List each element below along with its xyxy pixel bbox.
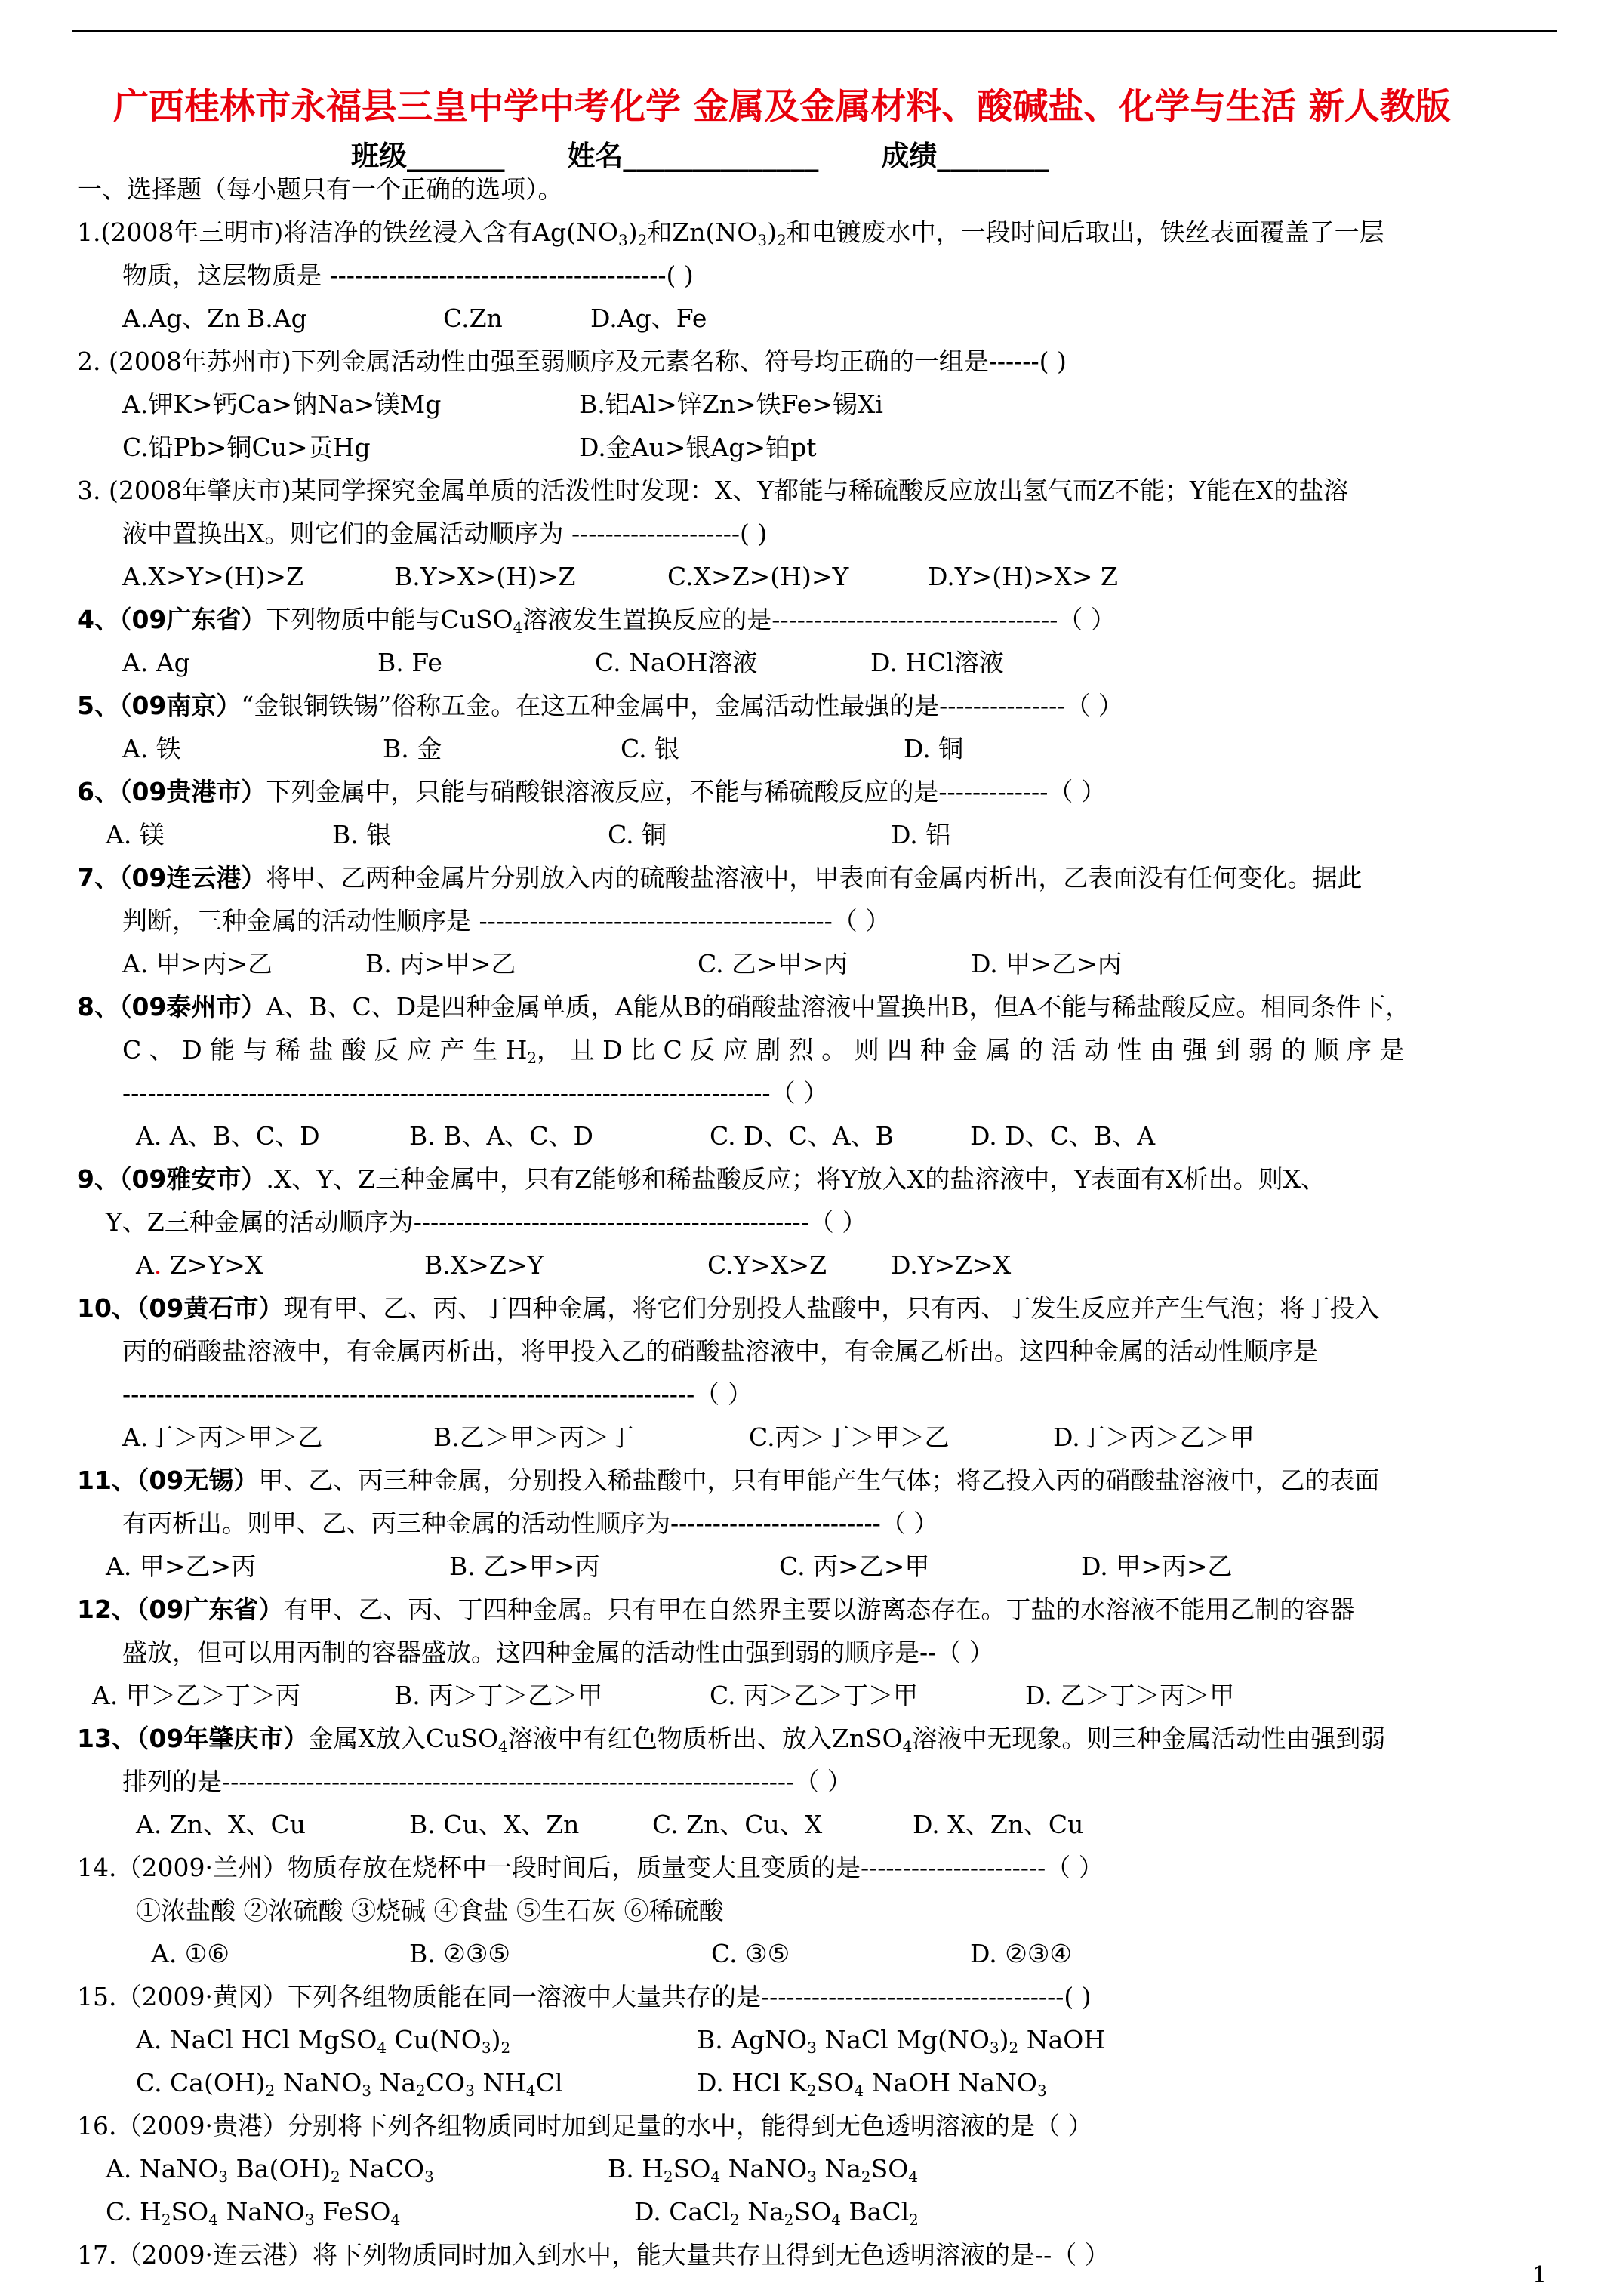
question-6: 6、（09贵港市）下列金属中，只能与硝酸银溶液反应，不能与稀硫酸反应的是-------------（ ） (77, 777, 1106, 806)
question-13: 13、（09年肇庆市）金属X放入CuSO$_4$溶液中有红色物质析出、放入ZnSO$_4$溶液中无现象。则三种金属活动性由强到弱 (77, 1724, 1386, 1755)
document-title: 广西桂林市永福县三皇中学中考化学 金属及金属材料、酸碱盐、化学与生活 新人教版 (113, 86, 1451, 128)
question-7: 7、（09连云港）将甲、乙两种金属片分别放入丙的硫酸盐溶液中，甲表面有金属丙析出，乙表面没有任何变化。据此 (77, 863, 1363, 892)
top-rule (72, 30, 1557, 32)
question-6-options: A. 镁 B. 银 C. 铜 D. 铝 (106, 820, 951, 849)
score-field: 成绩________ (881, 140, 1049, 172)
question-16-options-cd: C. $H_2SO_4$ NaNO$_3$ FeSO$_4$ D. CaCl$_2$ $Na_2SO_4$ BaCl$_2$ (106, 2197, 919, 2229)
question-3-line2: 液中置换出X。则它们的金属活动顺序为 --------------------( ) (122, 519, 768, 548)
question-list (77, 168, 1557, 2276)
class-field: 班级_______ (351, 140, 505, 172)
question-4-options: A. Ag B. Fe C. NaOH溶液 D. HCl溶液 (122, 648, 1004, 677)
question-1: 1.(2008年三明市)将洁净的铁丝浸入含有$Ag(NO_3)_2$和$Zn(NO_3)_2$和电镀废水中，一段时间后取出，铁丝表面覆盖了一层 (77, 217, 1384, 249)
question-13-line2: 排列的是--------------------------------------------------------------------（ ） (122, 1767, 852, 1796)
question-14: 14.（2009·兰州）物质存放在烧杯中一段时间后，质量变大且变质的是----------------------（ ） (77, 1853, 1104, 1882)
question-9: 9、（09雅安市）.X、Y、Z三种金属中，只有Z能够和稀盐酸反应；将Y放入X的盐溶液中，Y表面有X析出。则X、 (77, 1164, 1326, 1194)
question-10-line3: --------------------------------------------------------------------（ ） (122, 1379, 753, 1409)
question-17: 17.（2009·连云港）将下列物质同时加入到水中，能大量共存且得到无色透明溶液的是--（ ） (77, 2240, 1110, 2270)
question-7-options: A. 甲>丙>乙 B. 丙>甲>乙 C. 乙>甲>丙 D. 甲>乙>丙 (122, 949, 1123, 978)
question-10: 10、（09黄石市）现有甲、乙、丙、丁四种金属，将它们分别投人盐酸中，只有丙、丁发生反应并产生气泡；将丁投入 (77, 1293, 1380, 1323)
question-12: 12、（09广东省）有甲、乙、丙、丁四种金属。只有甲在自然界主要以游离态存在。丁盐的水溶液不能用乙制的容器 (77, 1595, 1355, 1624)
question-12-options: A. 甲＞乙＞丁＞丙 B. 丙＞丁＞乙＞甲 C. 丙＞乙＞丁＞甲 D. 乙＞丁＞丙＞甲 (92, 1681, 1235, 1710)
question-8: 8、（09泰州市）A、B、C、D是四种金属单质，A能从B的硝酸盐溶液中置换出B，但A不能与稀盐酸反应。相同条件下， (77, 992, 1411, 1022)
question-8-line3: -----------------------------------------------------------------------------（ ） (122, 1078, 829, 1108)
question-13-options: A. Zn、X、Cu B. Cu、X、Zn C. Zn、Cu、X D. X、Zn、Cu (136, 1810, 1084, 1839)
question-2: 2. (2008年苏州市)下列金属活动性由强至弱顺序及元素名称、符号均正确的一组是------( ) (77, 347, 1067, 376)
question-5: 5、（09南京）“金银铜铁锡”俗称五金。在这五种金属中，金属活动性最强的是---------------（ ） (77, 691, 1123, 720)
question-15: 15.（2009·黄冈）下列各组物质能在同一溶液中大量共存的是------------------------------------( ) (77, 1982, 1092, 2011)
question-4: 4、（09广东省）下列物质中能与CuSO$_4$溶液发生置换反应的是----------------------------------（ ） (77, 605, 1116, 636)
question-2-options-ab: A.钾K>钙Ca>钠Na>镁Mg B.铝Al>锌Zn>铁Fe>锡Xi (122, 390, 883, 419)
question-11-options: A. 甲>乙>丙 B. 乙>甲>丙 C. 丙>乙>甲 D. 甲>丙>乙 (106, 1552, 1233, 1581)
question-7-line2: 判断，三种金属的活动性顺序是 ------------------------------------------（ ） (122, 906, 891, 935)
question-8-options: A. A、B、C、D B. B、A、C、D C. D、C、A、B D. D、C、B、A (136, 1121, 1156, 1151)
question-15-options-ab: A. NaCl HCl MgSO$_4$ $Cu(NO_3)_2$ B. AgNO$_3$ NaCl $Mg(NO_3)_2$ NaOH (136, 2025, 1106, 2057)
question-11-line2: 有丙析出。则甲、乙、丙三种金属的活动性顺序为-------------------------（ ） (122, 1509, 939, 1538)
question-3: 3. (2008年肇庆市)某同学探究金属单质的活泼性时发现：X、Y都能与稀硫酸反应放出氢气而Z不能；Y能在X的盐溶 (77, 476, 1349, 505)
question-2-options-cd: C.铅Pb>铜Cu>贡Hg D.金Au>银Ag>铂pt (122, 433, 817, 462)
question-16: 16.（2009·贵港）分别将下列各组物质同时加到足量的水中，能得到无色透明溶液的是（ ） (77, 2111, 1093, 2140)
question-14-items: ①浓盐酸 ②浓硫酸 ③烧碱 ④食盐 ⑤生石灰 ⑥稀硫酸 (136, 1896, 724, 1925)
question-11: 11、（09无锡）甲、乙、丙三种金属，分别投入稀盐酸中，只有甲能产生气体；将乙投入丙的硝酸盐溶液中，乙的表面 (77, 1465, 1380, 1495)
section-heading: 一、选择题（每小题只有一个正确的选项）。 (77, 174, 563, 204)
question-14-options: A. ①⑥ B. ②③⑤ C. ③⑤ D. ②③④ (151, 1939, 1073, 1968)
question-1-options: A.Ag、Zn B.Ag C.Zn D.Ag、Fe (122, 304, 707, 333)
question-8-line2: C 、 D 能 与 稀 盐 酸 反 应 产 生 $H_2$， 且 D 比 C 反 应 剧 烈 。 则 四 种 金 属 的 活 动 性 由 强 到 弱 的 顺 序 是 (122, 1035, 1405, 1067)
question-16-options-ab: A. NaNO$_3$ $Ba(OH)_2$ NaCO$_3$ B. $H_2SO_4$ NaNO$_3$ $Na_2SO_4$ (106, 2154, 919, 2186)
name-field: 姓名______________ (567, 140, 819, 172)
question-9-line2: Y、Z三种金属的活动顺序为-----------------------------------------------（ ） (106, 1207, 867, 1237)
question-5-options: A. 铁 B. 金 C. 银 D. 铜 (122, 734, 964, 763)
question-9-options: A. Z>Y>X B.X>Z>Y C.Y>X>Z D.Y>Z>X (136, 1250, 1012, 1280)
question-10-options: A.丁＞丙＞甲＞乙 B.乙＞甲＞丙＞丁 C.丙＞丁＞甲＞乙 D.丁＞丙＞乙＞甲 (122, 1422, 1255, 1452)
question-15-options-cd: C. $Ca(OH)_2$ NaNO$_3$ $Na_2CO_3$ $NH_4Cl$ D. HCl $K_2SO_4$ NaOH NaNO$_3$ (136, 2068, 1047, 2100)
question-10-line2: 丙的硝酸盐溶液中，有金属丙析出，将甲投入乙的硝酸盐溶液中，有金属乙析出。这四种金属的活动性顺序是 (122, 1336, 1318, 1366)
question-1-line2: 物质，这层物质是 ----------------------------------------( ) (122, 260, 694, 290)
question-3-options: A.X>Y>(H)>Z B.Y>X>(H)>Z C.X>Z>(H)>Y D.Y>(H)>X> Z (122, 562, 1118, 591)
page-number: 1 (1532, 2262, 1548, 2288)
question-12-line2: 盛放，但可以用丙制的容器盛放。这四种金属的活动性由强到弱的顺序是--（ ） (122, 1638, 994, 1667)
